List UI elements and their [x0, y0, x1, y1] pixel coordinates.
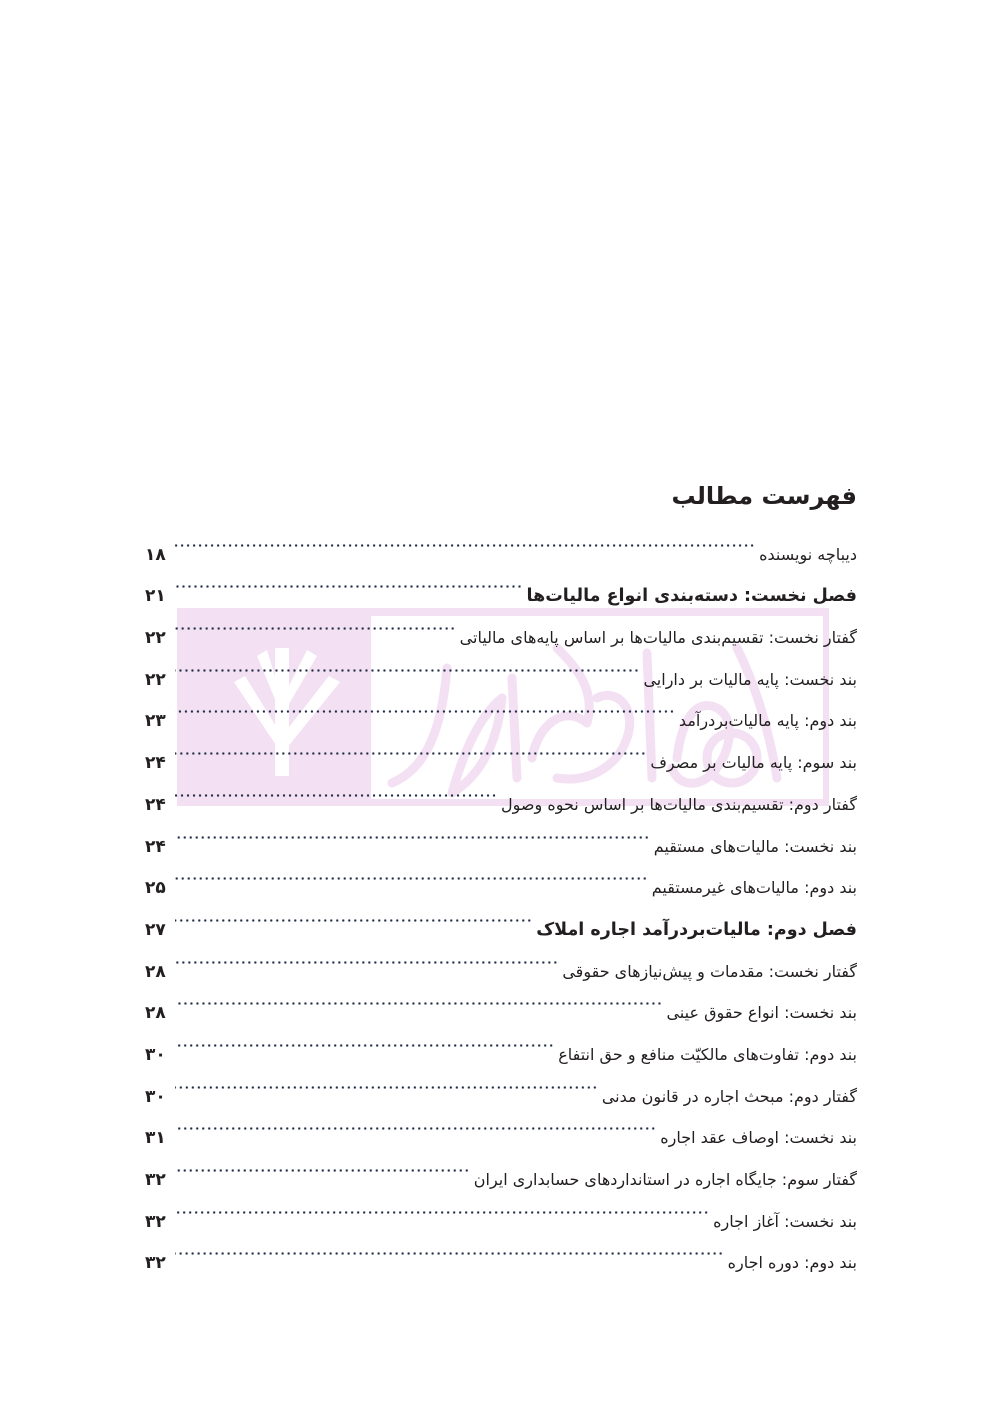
toc-entry-page: ۳۲ — [145, 1253, 166, 1274]
toc-entry-title: بند سوم: پایه مالیات بر مصرف — [650, 753, 857, 773]
toc-entry-title: بند دوم: تفاوت‌های مالکیّت منافع و حق انتفاع — [558, 1044, 857, 1064]
toc-entry-page: ۳۰ — [145, 1086, 166, 1107]
toc-entry-title: گفتار نخست: مقدمات و پیش‌نیازهای حقوقی — [562, 961, 857, 981]
dot-leader — [175, 643, 639, 685]
toc-entry-page: ۳۲ — [145, 1170, 166, 1190]
toc-entry-page: ۲۲ — [145, 628, 166, 649]
dot-leader — [175, 1102, 656, 1144]
toc-entry-chapter[interactable] — [145, 560, 857, 607]
toc-entry-title: بند نخست: پایه مالیات بر دارایی — [643, 669, 857, 689]
toc-entry-page: ۲۸ — [145, 1003, 166, 1024]
toc-entry-title: گفتار نخست: تقسیم‌بندی مالیات‌ها بر اساس پایه‌های مالیاتی — [459, 628, 857, 648]
dot-leader — [175, 768, 497, 810]
table-of-contents — [145, 478, 857, 1274]
toc-title: فهرست مطالب — [671, 482, 857, 510]
dot-leader — [175, 1143, 470, 1185]
toc-entry-title: گفتار دوم: مبحث اجاره در قانون مدنی — [601, 1086, 857, 1106]
toc-entry-page: ۲۷ — [145, 919, 166, 940]
dot-leader — [175, 518, 755, 560]
dot-leader — [175, 977, 662, 1019]
dot-leader — [175, 560, 523, 602]
dot-leader — [175, 1018, 554, 1060]
dot-leader — [175, 726, 646, 768]
toc-entry-title: بند نخست: مالیات‌های مستقیم — [653, 836, 857, 856]
toc-entry-title: دیباچه نویسنده — [759, 544, 857, 564]
dot-leader — [175, 810, 650, 852]
toc-entry-page: ۲۳ — [145, 711, 166, 732]
toc-entry-title: گفتار دوم: تقسیم‌بندی مالیات‌ها بر اساس نحوه وصول — [501, 794, 857, 814]
toc-entry-title: بند نخست: آغاز اجاره — [713, 1211, 857, 1231]
toc-entry-page: ۲۵ — [145, 878, 166, 899]
toc-entry-page: ۳۱ — [145, 1128, 166, 1149]
dot-leader — [175, 893, 532, 935]
toc-entry[interactable] — [145, 518, 857, 565]
dot-leader — [175, 1227, 724, 1269]
toc-entry-title: بند نخست: انواع حقوق عینی — [666, 1003, 857, 1023]
dot-leader — [175, 601, 456, 643]
toc-entry-page: ۲۴ — [145, 753, 166, 774]
toc-entry-title: فصل نخست: دسته‌بندی انواع مالیات‌ها — [526, 586, 857, 607]
dot-leader — [175, 685, 675, 727]
toc-entry-page: ۳۲ — [145, 1211, 166, 1232]
toc-entry-title: فصل دوم: مالیات‌بردرآمد اجاره املاک — [536, 919, 857, 940]
dot-leader — [175, 935, 558, 977]
toc-entry-title: بند دوم: پایه مالیات‌بردرآمد — [678, 711, 857, 731]
toc-entry-page: ۲۲ — [145, 669, 166, 690]
toc-entry-page: ۳۰ — [145, 1044, 166, 1065]
toc-entry-title: بند دوم: دوره اجاره — [727, 1253, 857, 1273]
toc-entry-title: گفتار سوم: جایگاه اجاره در استانداردهای حسابداری ایران — [473, 1170, 857, 1189]
toc-entry-page: ۲۴ — [145, 836, 166, 857]
dot-leader — [175, 852, 648, 894]
toc-entry-page: ۲۱ — [145, 586, 166, 607]
dot-leader — [175, 1060, 598, 1102]
toc-entry-title: بند دوم: مالیات‌های غیرمستقیم — [651, 878, 857, 898]
dot-leader — [175, 1185, 709, 1227]
toc-entry-title: بند نخست: اوصاف عقد اجاره — [660, 1128, 857, 1148]
toc-entry-page: ۲۴ — [145, 794, 166, 815]
toc-entry-page: ۱۸ — [145, 544, 166, 565]
toc-entry-page: ۲۸ — [145, 961, 166, 982]
